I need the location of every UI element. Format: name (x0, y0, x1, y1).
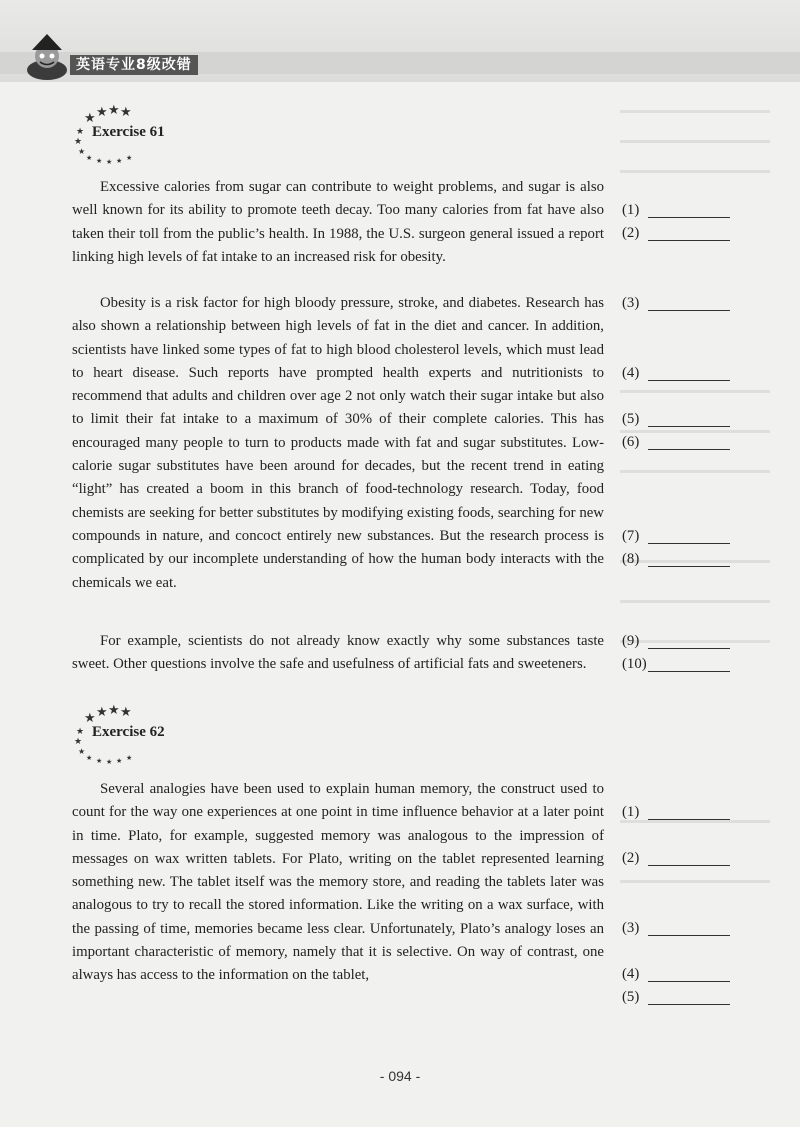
svg-text:★: ★ (126, 154, 133, 162)
svg-text:★: ★ (120, 104, 132, 119)
paragraph: For example, scientists do not already know exactly why some substances taste sweet. Other questions involve the safe and usefulness of artificial fats and sweeteners. (72, 633, 604, 673)
svg-text:★: ★ (96, 704, 108, 719)
answer-blank[interactable]: (7) (622, 525, 732, 547)
answer-blank[interactable]: (4) (622, 362, 732, 384)
mascot-icon (22, 34, 72, 82)
svg-text:★: ★ (106, 758, 113, 766)
svg-text:★: ★ (74, 136, 83, 146)
exercise-title: Exercise 62 (92, 724, 165, 740)
paragraph: Obesity is a risk factor for high bloody pressure, stroke, and diabetes. Research has also shown a relationship between high levels of fat in the diet and cancer. In addition, scientists have linked some types of fat to high blood cholesterol levels, which must lead to heart disease. Such reports have prompted health experts and nutritionists to recommend that adults and children over age 2 not only watch their sugar intake but also to limit their fat intake to a maximum of 30% of their complete calories. This has encouraged many people to turn to products made with fat and sugar substitutes. Low-calorie sugar substitutes have been around for decades, but the recent trend in eating “light” has created a boom in this branch of food-technology research. Today, food chemists are seeking for better substitutes by modifying existing foods, searching for new compounds in nature, and concoct entirely new substances. But the research process is complicated by our incomplete understanding of how the human body interacts with the chemicals we eat. (72, 295, 604, 591)
exercise-title: Exercise 61 (92, 124, 165, 140)
paragraph: Several analogies have been used to explain human memory, the construct used to count for the way one experiences at one point in time influence behavior at a later point in time. Plato, for example, suggested memory was analogous to the impression of messages on wax written tablets. For Plato, writing on the tablet represented learning something new. The tablet itself was the memory store, and reading the tablets later was analogous to try to recall the stored information. Like the writing on a wax surface, with the passing of time, memories became less clear. Unfortunately, Plato’s analogy loses an important characteristic of memory, namely that it is selective. On way of contrast, one always has access to the information on the tablet, (72, 781, 604, 984)
svg-text:★: ★ (126, 754, 133, 762)
svg-text:★: ★ (76, 726, 85, 736)
exercise-61-heading (70, 100, 190, 170)
answer-blank[interactable]: (2) (622, 847, 732, 869)
answer-blank[interactable]: (5) (622, 408, 732, 430)
header-title: 英语专业8级改错 (70, 55, 198, 75)
svg-text:★: ★ (86, 754, 93, 762)
svg-text:★: ★ (76, 126, 85, 136)
svg-text:★: ★ (108, 102, 120, 117)
svg-text:★: ★ (108, 702, 120, 717)
answer-blank[interactable]: (5) (622, 986, 732, 1008)
answer-blank[interactable]: (3) (622, 917, 732, 939)
answer-blank[interactable]: (2) (622, 222, 732, 244)
answer-blank[interactable]: (1) (622, 801, 732, 823)
svg-text:★: ★ (86, 154, 93, 162)
answer-blank[interactable]: (9) (622, 630, 732, 652)
page-header (0, 0, 800, 82)
answer-blank[interactable]: (1) (622, 199, 732, 221)
answer-blank[interactable]: (6) (622, 431, 732, 453)
paragraph: Excessive calories from sugar can contribute to weight problems, and sugar is also well known for its ability to promote teeth decay. Too many calories from fat have also taken their toll from the public’s health. In 1988, the U.S. surgeon general issued a report linking high levels of fat intake to an increased risk for obesity. (72, 179, 604, 265)
answer-blank[interactable]: (4) (622, 963, 732, 985)
svg-text:★: ★ (78, 747, 86, 756)
svg-text:★: ★ (84, 110, 96, 125)
exercise-62-heading (70, 700, 190, 770)
svg-text:★: ★ (96, 157, 103, 165)
svg-text:★: ★ (96, 104, 108, 119)
answer-blank[interactable]: (10) (622, 653, 732, 675)
svg-text:★: ★ (120, 704, 132, 719)
answer-blank[interactable]: (3) (622, 292, 732, 314)
svg-text:★: ★ (116, 757, 123, 765)
svg-text:★: ★ (116, 157, 123, 165)
svg-text:★: ★ (74, 736, 83, 746)
answer-blank[interactable]: (8) (622, 548, 732, 570)
svg-text:★: ★ (84, 710, 96, 725)
svg-text:★: ★ (96, 757, 103, 765)
svg-text:★: ★ (106, 158, 113, 166)
page-number: - 094 - (379, 1068, 421, 1084)
svg-text:★: ★ (78, 147, 86, 156)
